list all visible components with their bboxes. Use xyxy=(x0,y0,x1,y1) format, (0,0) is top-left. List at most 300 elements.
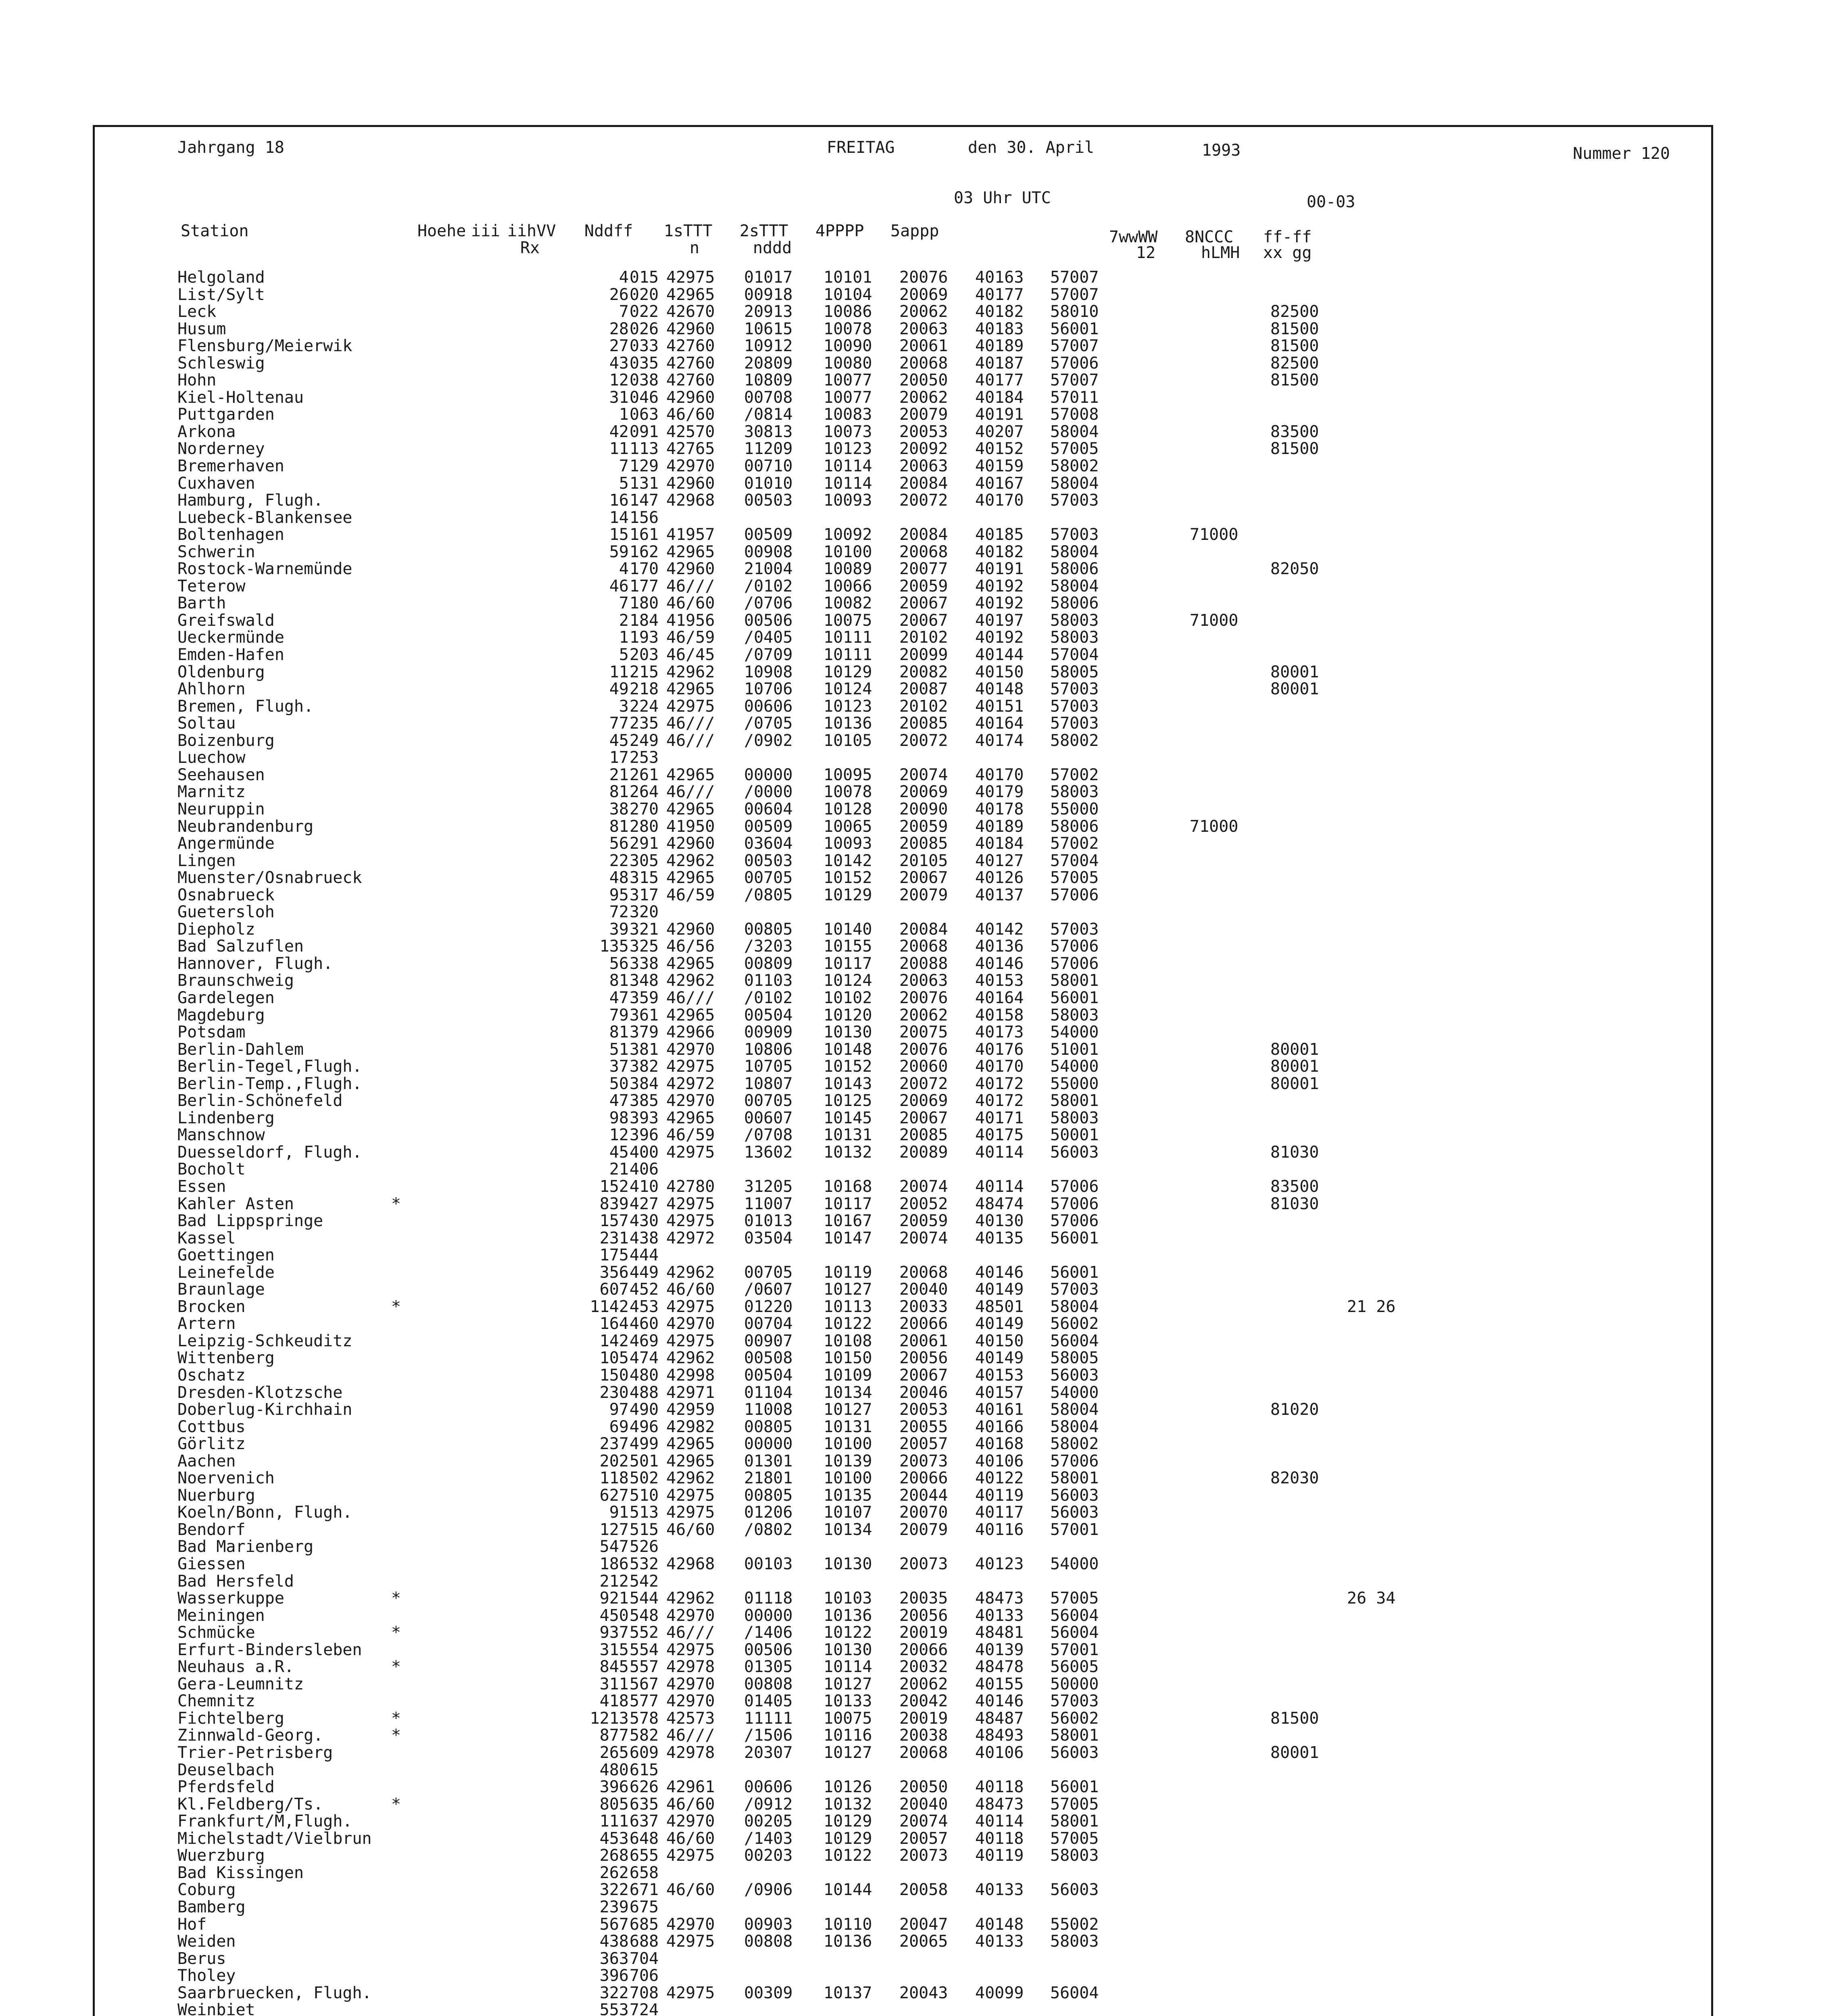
group-5appp: 58001 xyxy=(1050,1726,1099,1745)
group-1sttt: 10089 xyxy=(824,560,872,579)
table-row xyxy=(177,1435,1387,1453)
group-nddff: 00808 xyxy=(744,1932,793,1951)
group-8nccc: 82030 xyxy=(1270,1469,1319,1488)
station-height: 921 xyxy=(599,1589,629,1608)
group-5appp: 58003 xyxy=(1050,783,1099,802)
group-iihvv: 46/60 xyxy=(666,1795,715,1814)
group-4pppp: 40130 xyxy=(975,1212,1024,1231)
group-nddff: /1406 xyxy=(744,1623,793,1642)
group-1sttt: 10136 xyxy=(824,714,872,733)
station-name: Schwerin xyxy=(177,542,255,561)
group-4pppp: 40172 xyxy=(975,1074,1024,1093)
station-height: 356 xyxy=(599,1263,629,1282)
group-5appp: 57003 xyxy=(1050,525,1099,544)
table-row xyxy=(177,372,1387,389)
group-2sttt: 20068 xyxy=(899,542,948,561)
group-4pppp: 40166 xyxy=(975,1417,1024,1436)
group-5appp: 57006 xyxy=(1050,1212,1099,1231)
group-5appp: 57001 xyxy=(1050,1640,1099,1659)
group-2sttt: 20074 xyxy=(899,1177,948,1196)
group-2sttt: 20084 xyxy=(899,474,948,493)
group-4pppp: 40170 xyxy=(975,1057,1024,1076)
group-iihvv: 42970 xyxy=(666,457,715,476)
nummer-label: Nummer 120 xyxy=(1573,144,1670,163)
table-row xyxy=(177,1710,1387,1727)
table-row xyxy=(177,526,1387,544)
station-number: 449 xyxy=(630,1263,659,1282)
station-number: 249 xyxy=(630,731,659,750)
station-name: List/Sylt xyxy=(177,285,265,304)
station-height: 212 xyxy=(599,1572,629,1591)
group-1sttt: 10113 xyxy=(824,1297,872,1316)
group-nddff: 03604 xyxy=(744,834,793,853)
group-iihvv: 42961 xyxy=(666,1778,715,1797)
group-nddff: 00607 xyxy=(744,1108,793,1127)
group-4pppp: 40170 xyxy=(975,491,1024,510)
group-1sttt: 10093 xyxy=(824,491,872,510)
group-4pppp: 40159 xyxy=(975,457,1024,476)
table-row xyxy=(177,1796,1387,1813)
group-5appp: 57006 xyxy=(1050,354,1099,373)
table-row xyxy=(177,1556,1387,1573)
table-row xyxy=(177,818,1387,835)
group-nddff: 10809 xyxy=(744,371,793,390)
group-2sttt: 20062 xyxy=(899,1674,948,1693)
group-2sttt: 20063 xyxy=(899,319,948,338)
table-row xyxy=(177,766,1387,784)
utc-time-label: 03 Uhr UTC xyxy=(954,189,1051,207)
station-number: 235 xyxy=(630,714,659,733)
table-row xyxy=(177,1281,1387,1298)
group-2sttt: 20102 xyxy=(899,697,948,716)
group-5appp: 55002 xyxy=(1050,1915,1099,1934)
group-2sttt: 20057 xyxy=(899,1435,948,1454)
group-nddff: 00903 xyxy=(744,1915,793,1934)
station-height: 142 xyxy=(599,1331,629,1350)
group-5appp: 55000 xyxy=(1050,1074,1099,1093)
table-row xyxy=(177,921,1387,938)
station-number: 554 xyxy=(630,1640,659,1659)
station-number: 444 xyxy=(630,1246,659,1265)
station-name: Neubrandenburg xyxy=(177,817,314,836)
station-name: Berlin-Temp.,Flugh. xyxy=(177,1074,362,1093)
table-row xyxy=(177,389,1387,406)
group-iihvv: 42962 xyxy=(666,1589,715,1608)
station-name: Neuruppin xyxy=(177,800,265,818)
station-number: 033 xyxy=(630,337,659,356)
group-4pppp: 40184 xyxy=(975,834,1024,853)
table-row xyxy=(177,406,1387,423)
station-height: 7 xyxy=(619,457,629,476)
station-number: 291 xyxy=(630,834,659,853)
group-2sttt: 20047 xyxy=(899,1915,948,1934)
station-name: Magdeburg xyxy=(177,1006,265,1025)
group-8nccc: 81500 xyxy=(1270,337,1319,356)
station-table xyxy=(177,268,1396,2016)
group-4pppp: 40148 xyxy=(975,680,1024,699)
group-4pppp: 40153 xyxy=(975,971,1024,990)
table-row xyxy=(177,1762,1387,1779)
group-2sttt: 20076 xyxy=(899,988,948,1007)
group-nddff: 20307 xyxy=(744,1743,793,1762)
station-name: Berlin-Tegel,Flugh. xyxy=(177,1057,362,1076)
group-nddff: 21801 xyxy=(744,1469,793,1488)
table-row xyxy=(177,1658,1387,1676)
group-4pppp: 40149 xyxy=(975,1280,1024,1299)
table-row xyxy=(177,1573,1387,1590)
station-number: 552 xyxy=(630,1623,659,1642)
station-name: Duesseldorf, Flugh. xyxy=(177,1143,362,1162)
station-number: 430 xyxy=(630,1212,659,1231)
group-4pppp: 40126 xyxy=(975,868,1024,887)
station-name: Hohn xyxy=(177,371,217,390)
group-5appp: 58003 xyxy=(1050,611,1099,630)
group-1sttt: 10130 xyxy=(824,1555,872,1574)
group-5appp: 56001 xyxy=(1050,1263,1099,1282)
group-1sttt: 10111 xyxy=(824,646,872,664)
table-row xyxy=(177,1916,1387,1933)
group-5appp: 57006 xyxy=(1050,937,1099,956)
station-name: Bendorf xyxy=(177,1520,246,1539)
group-nddff: /0814 xyxy=(744,405,793,424)
group-4pppp: 40189 xyxy=(975,817,1024,836)
group-2sttt: 20074 xyxy=(899,765,948,784)
group-iihvv: 42975 xyxy=(666,1846,715,1865)
group-1sttt: 10077 xyxy=(824,388,872,407)
station-height: 3 xyxy=(619,697,629,716)
group-5appp: 58004 xyxy=(1050,1400,1099,1419)
table-row xyxy=(177,1847,1387,1864)
group-iihvv: 42968 xyxy=(666,1555,715,1574)
station-height: 839 xyxy=(599,1194,629,1213)
group-5appp: 56004 xyxy=(1050,1606,1099,1625)
station-name: Goettingen xyxy=(177,1246,275,1265)
group-nddff: 11007 xyxy=(744,1194,793,1213)
group-nddff: 00203 xyxy=(744,1846,793,1865)
group-2sttt: 20092 xyxy=(899,439,948,458)
group-1sttt: 10127 xyxy=(824,1280,872,1299)
station-number: 499 xyxy=(630,1435,659,1454)
group-1sttt: 10140 xyxy=(824,920,872,939)
table-row xyxy=(177,492,1387,509)
table-row xyxy=(177,1933,1387,1950)
group-2sttt: 20067 xyxy=(899,1366,948,1385)
group-4pppp: 40149 xyxy=(975,1349,1024,1368)
station-number: 224 xyxy=(630,697,659,716)
group-2sttt: 20070 xyxy=(899,1503,948,1522)
table-row xyxy=(177,646,1387,664)
group-iihvv: 42670 xyxy=(666,302,715,321)
group-1sttt: 10123 xyxy=(824,439,872,458)
group-nddff: /0802 xyxy=(744,1520,793,1539)
station-name: Marnitz xyxy=(177,783,246,802)
group-iihvv: 46/59 xyxy=(666,885,715,904)
station-name: Luebeck-Blankensee xyxy=(177,508,352,527)
station-height: 49 xyxy=(609,680,629,699)
station-number: 532 xyxy=(630,1555,659,1574)
group-1sttt: 10124 xyxy=(824,680,872,699)
group-8nccc: 80001 xyxy=(1270,1743,1319,1762)
station-number: 091 xyxy=(630,422,659,441)
group-nddff: 11209 xyxy=(744,439,793,458)
group-iihvv: 42965 xyxy=(666,800,715,818)
station-name: Bad Marienberg xyxy=(177,1537,314,1556)
group-4pppp: 48501 xyxy=(975,1297,1024,1316)
group-2sttt: 20058 xyxy=(899,1881,948,1899)
station-name: Gera-Leumnitz xyxy=(177,1674,304,1693)
group-1sttt: 10116 xyxy=(824,1726,872,1745)
table-row xyxy=(177,1676,1387,1693)
group-5appp: 58001 xyxy=(1050,1091,1099,1110)
group-nddff: 01301 xyxy=(744,1452,793,1470)
table-row xyxy=(177,595,1387,612)
group-4pppp: 40122 xyxy=(975,1469,1024,1488)
station-number: 453 xyxy=(630,1297,659,1316)
group-nddff: /1506 xyxy=(744,1726,793,1745)
station-height: 175 xyxy=(599,1246,629,1265)
group-8nccc: 80001 xyxy=(1270,1057,1319,1076)
table-row xyxy=(177,681,1387,698)
group-4pppp: 40146 xyxy=(975,1263,1024,1282)
group-1sttt: 10075 xyxy=(824,611,872,630)
station-height: 937 xyxy=(599,1623,629,1642)
group-iihvv: 42970 xyxy=(666,1040,715,1059)
group-5appp: 58004 xyxy=(1050,422,1099,441)
table-row xyxy=(177,715,1387,732)
station-name: Puttgarden xyxy=(177,405,275,424)
table-row xyxy=(177,544,1387,561)
station-number: 393 xyxy=(630,1108,659,1127)
group-nddff: 00809 xyxy=(744,954,793,973)
group-8nccc: 80001 xyxy=(1270,662,1319,681)
group-nddff: 01104 xyxy=(744,1383,793,1402)
group-1sttt: 10105 xyxy=(824,731,872,750)
table-row xyxy=(177,972,1387,989)
station-height: 805 xyxy=(599,1795,629,1814)
period-label: 00-03 xyxy=(1307,193,1355,211)
station-name: Seehausen xyxy=(177,765,265,784)
table-row xyxy=(177,1813,1387,1830)
station-height: 2 xyxy=(619,611,629,630)
group-5appp: 57006 xyxy=(1050,1194,1099,1213)
group-nddff: 10908 xyxy=(744,662,793,681)
col-header-2sttt: 2sTTT xyxy=(740,222,788,240)
group-1sttt: 10150 xyxy=(824,1349,872,1368)
station-number: 348 xyxy=(630,971,659,990)
group-5appp: 51001 xyxy=(1050,1040,1099,1059)
col-header-1sttt: 1sTTT xyxy=(664,222,713,240)
station-number: 708 xyxy=(630,1983,659,2002)
col-header-iii: iii xyxy=(471,222,500,240)
table-row xyxy=(177,1401,1387,1418)
station-number: 637 xyxy=(630,1812,659,1831)
station-number: 626 xyxy=(630,1778,659,1797)
group-5appp: 58004 xyxy=(1050,542,1099,561)
group-nddff: 00704 xyxy=(744,1314,793,1333)
table-row xyxy=(177,938,1387,955)
station-height: 877 xyxy=(599,1726,629,1745)
group-4pppp: 40106 xyxy=(975,1452,1024,1470)
group-nddff: /0708 xyxy=(744,1126,793,1145)
group-nddff: 00504 xyxy=(744,1366,793,1385)
group-5appp: 57002 xyxy=(1050,834,1099,853)
station-height: 21 xyxy=(609,1160,629,1179)
station-name: Lindenberg xyxy=(177,1108,275,1127)
station-name: Boizenburg xyxy=(177,731,275,750)
station-name: Bamberg xyxy=(177,1897,246,1916)
station-height: 262 xyxy=(599,1863,629,1882)
table-row xyxy=(177,1264,1387,1281)
group-5appp: 58002 xyxy=(1050,1435,1099,1454)
station-name: Arkona xyxy=(177,422,236,441)
station-number: 113 xyxy=(630,439,659,458)
table-row xyxy=(177,578,1387,595)
station-height: 69 xyxy=(609,1417,629,1436)
station-name: Cottbus xyxy=(177,1417,246,1436)
jahrgang-label: Jahrgang 18 xyxy=(177,138,284,157)
station-name: Manschnow xyxy=(177,1126,265,1145)
group-1sttt: 10132 xyxy=(824,1795,872,1814)
station-number: 704 xyxy=(630,1949,659,1968)
group-5appp: 57005 xyxy=(1050,1589,1099,1608)
group-nddff: 10806 xyxy=(744,1040,793,1059)
group-2sttt: 20066 xyxy=(899,1469,948,1488)
group-2sttt: 20062 xyxy=(899,388,948,407)
group-1sttt: 10065 xyxy=(824,817,872,836)
group-1sttt: 10145 xyxy=(824,1108,872,1127)
group-nddff: 00506 xyxy=(744,611,793,630)
group-1sttt: 10109 xyxy=(824,1366,872,1385)
station-height: 15 xyxy=(609,525,629,544)
group-iihvv: 42975 xyxy=(666,1331,715,1350)
table-row xyxy=(177,612,1387,629)
group-2sttt: 20043 xyxy=(899,1983,948,2002)
group-4pppp: 40168 xyxy=(975,1435,1024,1454)
group-1sttt: 10119 xyxy=(824,1263,872,1282)
station-number: 046 xyxy=(630,388,659,407)
station-height: 45 xyxy=(609,1143,629,1162)
station-height: 26 xyxy=(609,285,629,304)
station-number: 515 xyxy=(630,1520,659,1539)
station-height: 315 xyxy=(599,1640,629,1659)
table-row xyxy=(177,1881,1387,1899)
group-iihvv: 42960 xyxy=(666,319,715,338)
col-header-iihvv-sub: Rx xyxy=(520,239,540,257)
table-row xyxy=(177,629,1387,646)
group-5appp: 56001 xyxy=(1050,319,1099,338)
group-iihvv: 42573 xyxy=(666,1709,715,1728)
table-row xyxy=(177,1144,1387,1161)
group-1sttt: 10131 xyxy=(824,1417,872,1436)
group-4pppp: 40127 xyxy=(975,851,1024,870)
group-nddff: 00604 xyxy=(744,800,793,818)
group-1sttt: 10078 xyxy=(824,783,872,802)
group-4pppp: 40150 xyxy=(975,1331,1024,1350)
station-number: 567 xyxy=(630,1674,659,1693)
group-2sttt: 20067 xyxy=(899,868,948,887)
group-1sttt: 10102 xyxy=(824,988,872,1007)
group-1sttt: 10124 xyxy=(824,971,872,990)
group-iihvv: 42972 xyxy=(666,1074,715,1093)
station-name: Berlin-Dahlem xyxy=(177,1040,304,1059)
group-5appp: 57011 xyxy=(1050,388,1099,407)
group-2sttt: 20063 xyxy=(899,457,948,476)
table-row xyxy=(177,269,1387,286)
station-height: 11 xyxy=(609,439,629,458)
group-8nccc: 82050 xyxy=(1270,560,1319,579)
table-row xyxy=(177,1624,1387,1641)
station-number: 131 xyxy=(630,474,659,493)
group-4pppp: 40171 xyxy=(975,1108,1024,1127)
group-1sttt: 10108 xyxy=(824,1331,872,1350)
station-height: 111 xyxy=(599,1812,629,1831)
group-2sttt: 20082 xyxy=(899,662,948,681)
group-8nccc: 80001 xyxy=(1270,1074,1319,1093)
group-nddff: /0607 xyxy=(744,1280,793,1299)
station-number: 488 xyxy=(630,1383,659,1402)
station-height: 547 xyxy=(599,1537,629,1556)
group-ff: 21 26 xyxy=(1347,1297,1396,1316)
group-iihvv: 46/56 xyxy=(666,937,715,956)
station-number: 513 xyxy=(630,1503,659,1522)
table-row xyxy=(177,1178,1387,1195)
group-5appp: 58010 xyxy=(1050,302,1099,321)
table-row xyxy=(177,1985,1387,2002)
group-2sttt: 20050 xyxy=(899,1778,948,1797)
station-number: 496 xyxy=(630,1417,659,1436)
group-1sttt: 10122 xyxy=(824,1314,872,1333)
group-5appp: 58006 xyxy=(1050,817,1099,836)
mountain-marker: * xyxy=(391,1709,401,1728)
station-height: 567 xyxy=(599,1915,629,1934)
group-2sttt: 20053 xyxy=(899,1400,948,1419)
group-4pppp: 40142 xyxy=(975,920,1024,939)
mountain-marker: * xyxy=(391,1658,401,1677)
group-nddff: 00000 xyxy=(744,765,793,784)
table-row xyxy=(177,801,1387,818)
group-4pppp: 40119 xyxy=(975,1846,1024,1865)
group-8nccc: 82500 xyxy=(1270,354,1319,373)
station-number: 438 xyxy=(630,1229,659,1248)
group-2sttt: 20061 xyxy=(899,337,948,356)
group-iihvv: 46/45 xyxy=(666,646,715,664)
group-5appp: 57003 xyxy=(1050,697,1099,716)
group-nddff: 11008 xyxy=(744,1400,793,1419)
station-height: 127 xyxy=(599,1520,629,1539)
station-number: 510 xyxy=(630,1486,659,1505)
group-4pppp: 40133 xyxy=(975,1606,1024,1625)
group-4pppp: 40164 xyxy=(975,714,1024,733)
station-height: 56 xyxy=(609,954,629,973)
group-4pppp: 40137 xyxy=(975,885,1024,904)
station-name: Dresden-Klotzsche xyxy=(177,1383,343,1402)
station-number: 724 xyxy=(630,2001,659,2016)
group-1sttt: 10152 xyxy=(824,1057,872,1076)
group-5appp: 57008 xyxy=(1050,405,1099,424)
group-8nccc: 80001 xyxy=(1270,680,1319,699)
group-5appp: 56003 xyxy=(1050,1486,1099,1505)
station-name: Fichtelberg xyxy=(177,1709,284,1728)
station-height: 7 xyxy=(619,302,629,321)
group-1sttt: 10148 xyxy=(824,1040,872,1059)
group-iihvv: 41956 xyxy=(666,611,715,630)
station-number: 305 xyxy=(630,851,659,870)
station-number: 193 xyxy=(630,628,659,647)
station-name: Bad Hersfeld xyxy=(177,1572,294,1591)
table-row xyxy=(177,1007,1387,1024)
group-4pppp: 40114 xyxy=(975,1143,1024,1162)
station-number: 635 xyxy=(630,1795,659,1814)
